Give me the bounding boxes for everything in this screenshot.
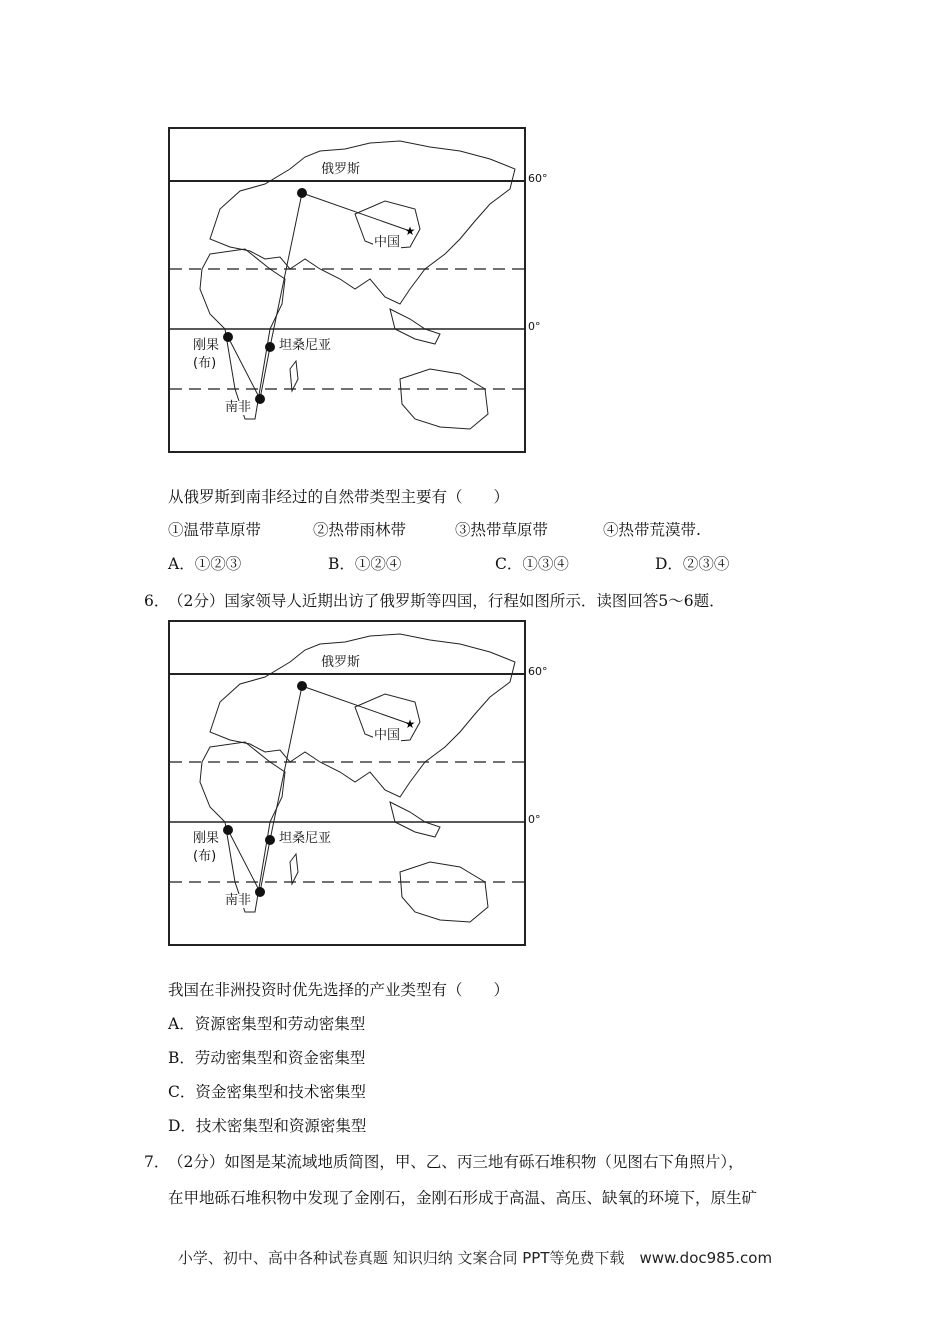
- q6-stem: 我国在非洲投资时优先选择的产业类型有（ ）: [168, 981, 510, 999]
- label-south-africa: 南非: [225, 400, 252, 415]
- q5-stem: 从俄罗斯到南非经过的自然带类型主要有（ ）: [168, 488, 510, 506]
- q6-option-a: A．资源密集型和劳动密集型: [168, 1015, 366, 1033]
- world-map-2: [168, 620, 526, 946]
- world-map-1: [168, 127, 526, 453]
- q6-intro: （2分）国家领导人近期出访了俄罗斯等四国，行程如图所示．读图回答5～6题．: [168, 592, 725, 610]
- label-china: 中国: [374, 235, 401, 250]
- q5-item-4: ④热带荒漠带.: [603, 521, 701, 539]
- q5-option-a: A．①②③: [168, 555, 242, 573]
- label-congo-b: (布): [193, 849, 217, 864]
- q5-option-d: D．②③④: [655, 555, 730, 573]
- lat-0-label: 0°: [528, 320, 541, 333]
- page-footer: 小学、初中、高中各种试卷真题 知识归纳 文案合同 PPT等免费下载 www.doc985.com: [177, 1249, 773, 1267]
- q5-option-c: C．①③④: [495, 555, 569, 573]
- label-tanzania: 坦桑尼亚: [279, 338, 332, 353]
- label-china: 中国: [374, 728, 401, 743]
- q6-number: 6．: [144, 592, 170, 610]
- q6-option-d: D．技术密集型和资源密集型: [168, 1117, 367, 1135]
- label-tanzania: 坦桑尼亚: [279, 831, 332, 846]
- label-south-africa: 南非: [225, 893, 252, 908]
- lat-60-label: 60°: [528, 665, 548, 678]
- label-congo-b: (布): [193, 356, 217, 371]
- q6-option-b: B．劳动密集型和资金密集型: [168, 1049, 366, 1067]
- q7-line-1: （2分）如图是某流域地质简图，甲、乙、丙三地有砾石堆积物（见图右下角照片），: [168, 1153, 744, 1171]
- lat-0-label: 0°: [528, 813, 541, 826]
- q7-line-2: 在甲地砾石堆积物中发现了金刚石，金刚石形成于高温、高压、缺氧的环境下，原生矿: [168, 1189, 758, 1207]
- q5-item-1: ①温带草原带: [168, 521, 262, 539]
- label-congo: 刚果: [193, 831, 220, 846]
- lat-60-label: 60°: [528, 172, 548, 185]
- svg-text:★: ★: [404, 717, 416, 731]
- q5-item-2: ②热带雨林带: [313, 521, 407, 539]
- label-congo: 刚果: [193, 338, 220, 353]
- svg-text:★: ★: [404, 224, 416, 238]
- q5-item-3: ③热带草原带: [455, 521, 549, 539]
- label-russia: 俄罗斯: [321, 655, 361, 670]
- q7-number: 7．: [144, 1153, 170, 1171]
- q6-option-c: C．资金密集型和技术密集型: [168, 1083, 366, 1101]
- q5-option-b: B．①②④: [328, 555, 402, 573]
- label-russia: 俄罗斯: [321, 162, 361, 177]
